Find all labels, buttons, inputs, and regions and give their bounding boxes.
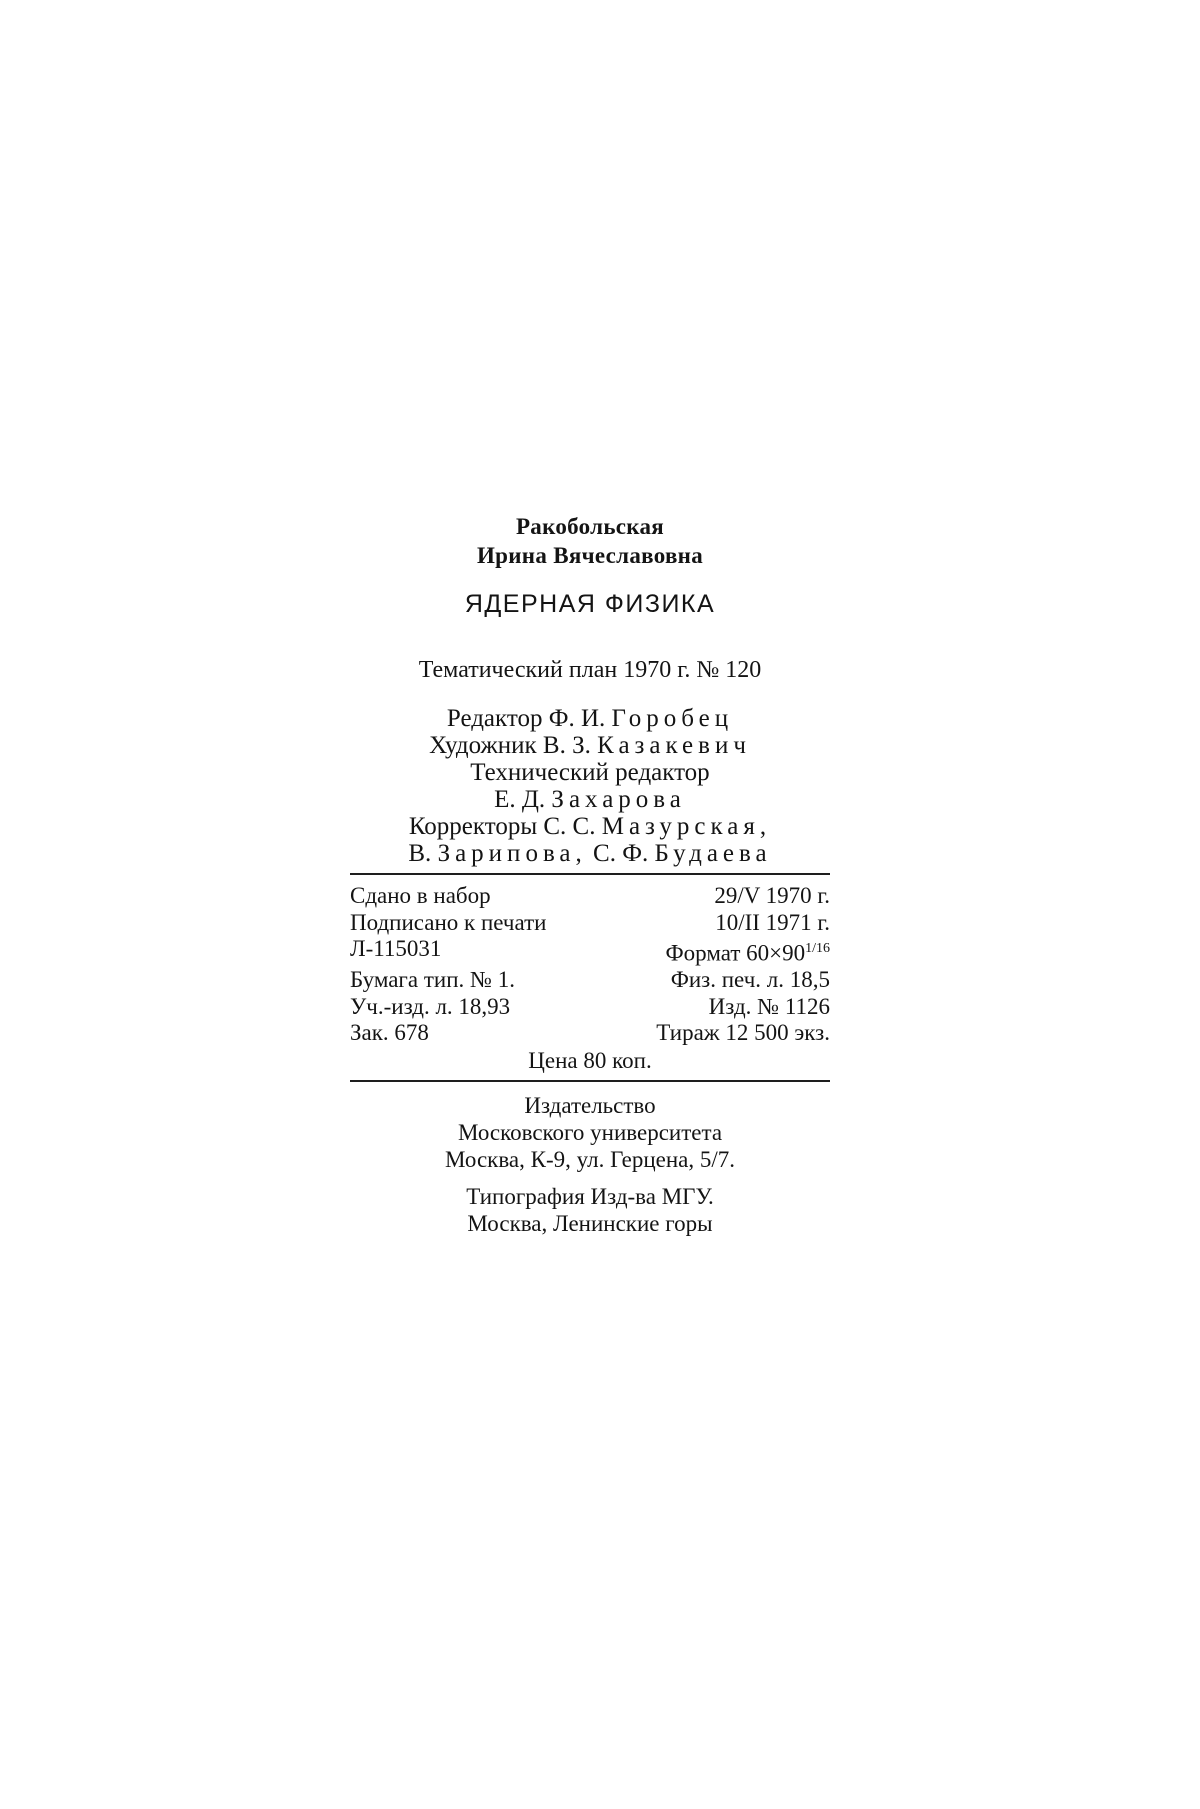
printing-block (350, 1183, 830, 1237)
corrector3-surname: Будаева (654, 840, 772, 867)
price: Цена 80 коп. (528, 1047, 652, 1073)
publisher-block (350, 1092, 830, 1173)
divider-top (350, 873, 830, 875)
spec-right: Изд. № 1126 (708, 993, 830, 1019)
spec-left: Л-115031 (350, 936, 442, 961)
spec-row (350, 967, 830, 994)
divider-bottom (350, 1080, 830, 1082)
artist-credit (350, 732, 830, 759)
author-surname: Ракобольская (515, 514, 665, 539)
book-title: ЯДЕРНАЯ ФИЗИКА (464, 590, 716, 618)
colophon (350, 512, 830, 1237)
format-value: Формат 60×90 (665, 940, 806, 966)
corrector1-surname: Мазурская, (601, 813, 772, 840)
spec-right: 29/V 1970 г. (714, 883, 830, 908)
credits-block (350, 705, 830, 867)
spec-row (350, 1020, 830, 1047)
format-fraction: 1/16 (805, 941, 830, 956)
correctors-role: Корректоры С. С. (408, 813, 596, 840)
spec-left: Бумага тип. № 1. (350, 967, 515, 993)
editor-surname: Горобец (611, 705, 734, 732)
print-specs (350, 883, 830, 1074)
correctors-credit-2 (350, 840, 830, 867)
tech-editor-initials: Е. Д. (494, 786, 546, 813)
corrector3-initials: С. Ф. (593, 840, 649, 867)
artist-surname: Казакевич (597, 732, 751, 759)
publisher-line: Московского университета (457, 1119, 723, 1145)
editor-role: Редактор Ф. И. (446, 705, 606, 732)
spec-right: 10/II 1971 г. (715, 909, 830, 935)
corrector2-surname: Зарипова, (437, 840, 587, 867)
publisher-line: Издательство (524, 1092, 656, 1118)
spec-left: Сдано в набор (350, 883, 491, 908)
spec-right-format (666, 936, 831, 967)
spec-right: Физ. печ. л. 18,5 (670, 967, 830, 993)
spec-row (350, 936, 830, 967)
thematic-plan: Тематический план 1970 г. № 120 (418, 657, 762, 683)
printing-address: Москва, Ленинские горы (467, 1210, 713, 1236)
spec-left: Уч.-изд. л. 18,93 (350, 993, 511, 1019)
tech-editor-surname: Захарова (551, 786, 686, 813)
spec-left: Зак. 678 (350, 1020, 429, 1046)
tech-editor-role: Технический редактор (470, 759, 710, 786)
spec-left: Подписано к печати (350, 909, 547, 935)
publisher-address: Москва, К-9, ул. Герцена, 5/7. (445, 1146, 735, 1172)
spec-row (350, 994, 830, 1021)
artist-role: Художник В. З. (429, 732, 591, 759)
spec-row (350, 883, 830, 910)
author-block (350, 512, 830, 570)
printing-house: Типография Изд-ва МГУ. (466, 1183, 714, 1209)
spec-right: Тираж 12 500 экз. (656, 1020, 830, 1046)
spec-row (350, 910, 830, 937)
correctors-credit (350, 813, 830, 840)
editor-credit (350, 705, 830, 732)
tech-editor-credit (350, 786, 830, 813)
corrector2-initials: В. (408, 840, 432, 867)
author-given-names: Ирина Вячеславовна (476, 543, 704, 568)
